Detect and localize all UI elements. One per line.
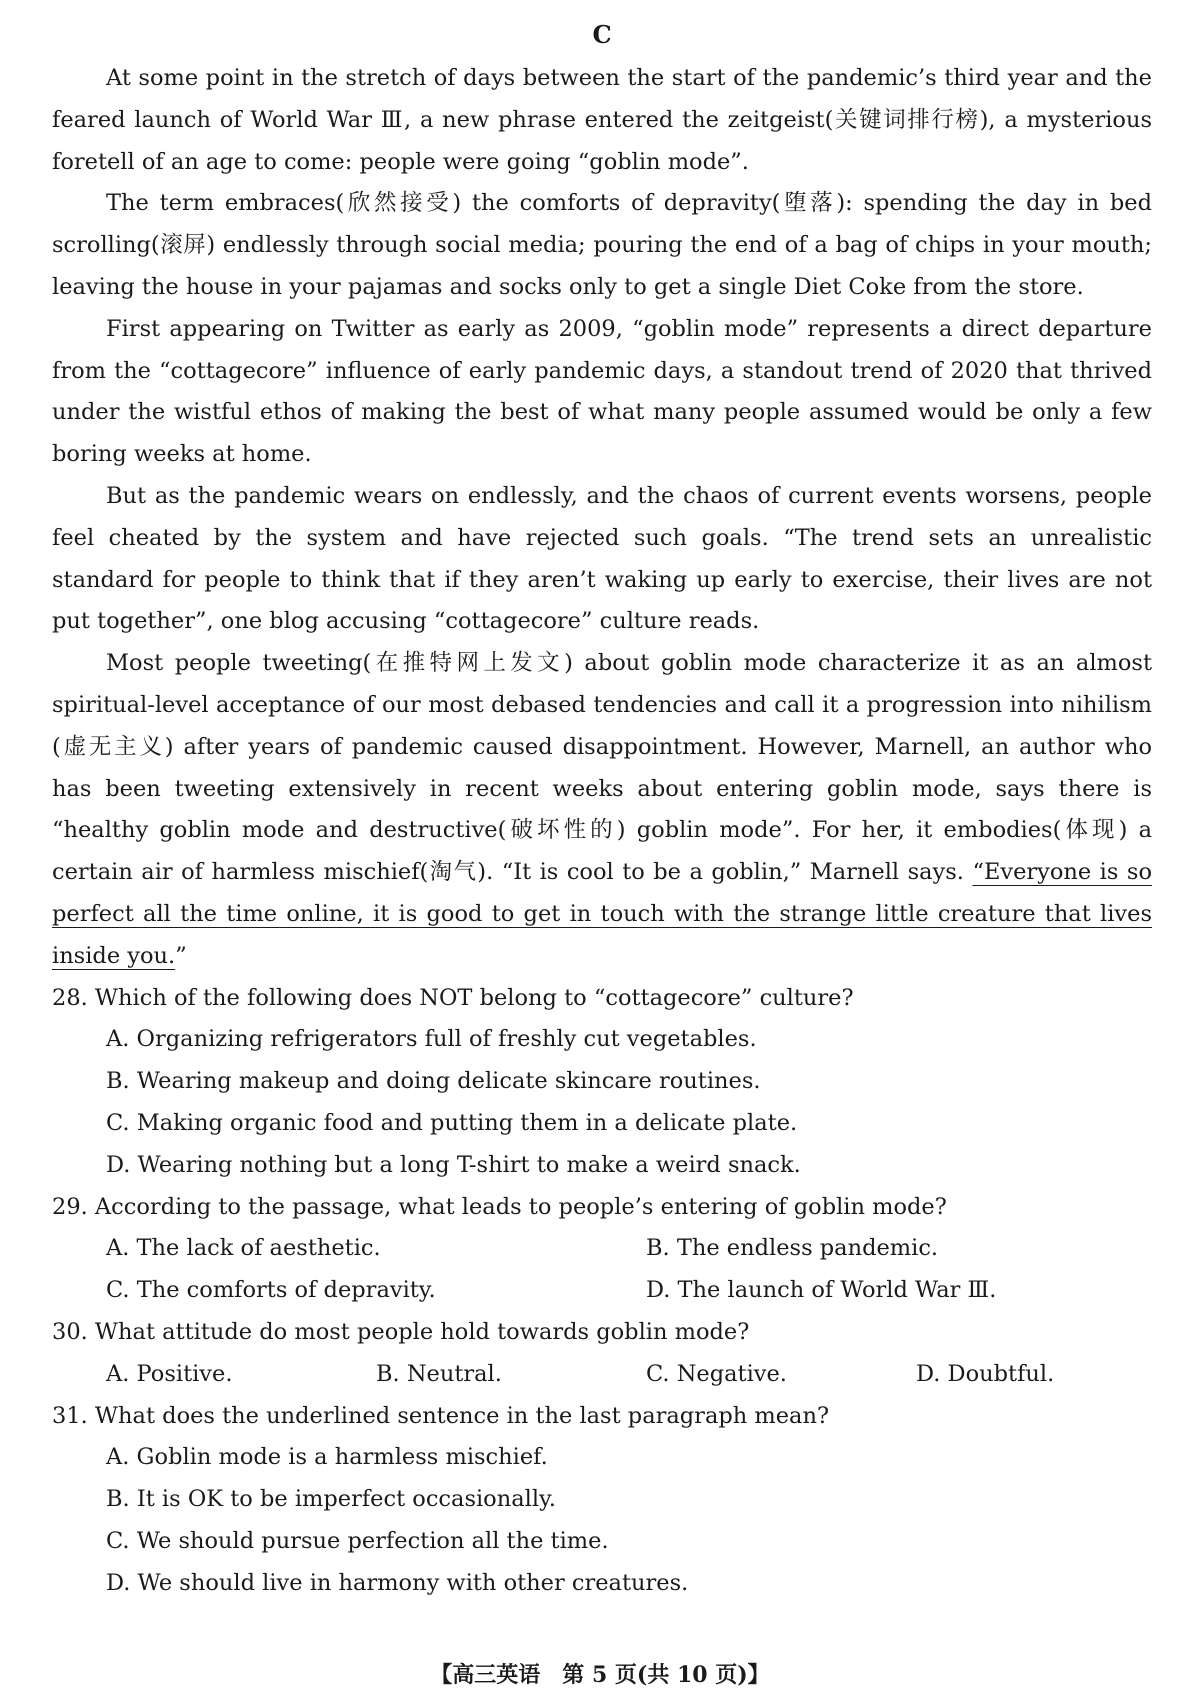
passage-paragraph-4: But as the pandemic wears on endlessly, and the chaos of current events worsens, people feel cheated by the system and have rejected such goals. “The trend sets an unrealistic standard for people to think that if they aren’t waking up early to exercise, their lives are not put together”, one blog accusing “cottagecore” culture reads. <box>52 482 1152 635</box>
option-b: B. It is OK to be imperfect occasionally. <box>106 1486 556 1513</box>
question-29 <box>52 1187 1152 1312</box>
reading-passage <box>52 58 1152 978</box>
option-d: D. Wearing nothing but a long T-shirt to make a weird snack. <box>106 1151 801 1178</box>
option-a: A. Goblin mode is a harmless mischief. <box>106 1444 548 1471</box>
passage-paragraph-1: At some point in the stretch of days between the start of the pandemic’s third year and the feared launch of World War Ⅲ, a new phrase entered the zeitgeist(关键词排行榜), a mysterious foretell of an age to come: people were going “goblin mode”. <box>52 65 1152 175</box>
passage-paragraph-3: First appearing on Twitter as early as 2009, “goblin mode” represents a direct departure from the “cottagecore” influence of early pandemic days, a standout trend of 2020 that thrived under the wistful ethos of making the best of what many people assumed would be only a few boring weeks at home. <box>52 315 1152 468</box>
question-list <box>52 978 1152 1605</box>
option-d: D. Doubtful. <box>916 1360 1055 1387</box>
question-30 <box>52 1312 1152 1396</box>
passage-paragraph-2: The term embraces(欣然接受) the comforts of depravity(堕落): spending the day in bed scrolling(滚屏) endlessly through social media; pouring the end of a bag of chips in your mouth; leaving the house in your pajamas and socks only to get a single Diet Coke from the store. <box>52 190 1152 300</box>
question-31 <box>52 1396 1152 1605</box>
option-a: A. The lack of aesthetic. <box>106 1235 381 1262</box>
option-c: C. Making organic food and putting them in a delicate plate. <box>106 1109 798 1136</box>
option-b: B. Neutral. <box>376 1360 502 1387</box>
passage-paragraph-5 <box>52 643 1152 977</box>
question-stem: 28. Which of the following does NOT belong to “cottagecore” culture? <box>52 984 854 1011</box>
section-label: C <box>592 20 612 49</box>
question-stem: 30. What attitude do most people hold towards goblin mode? <box>52 1318 750 1345</box>
question-stem: 31. What does the underlined sentence in the last paragraph mean? <box>52 1402 830 1429</box>
option-c: C. We should pursue perfection all the time. <box>106 1527 609 1554</box>
underlined-sentence: “Everyone is so perfect all the time online, it is good to get in touch with the strange little creature that lives inside you. <box>52 859 1152 969</box>
question-stem: 29. According to the passage, what leads to people’s entering of goblin mode? <box>52 1193 947 1220</box>
question-28 <box>52 978 1152 1187</box>
closing-quote: ” <box>175 942 187 969</box>
option-d: D. The launch of World War Ⅲ. <box>646 1277 997 1304</box>
option-d: D. We should live in harmony with other creatures. <box>106 1569 689 1596</box>
option-c: C. Negative. <box>646 1360 787 1387</box>
option-b: B. The endless pandemic. <box>646 1235 939 1262</box>
option-c: C. The comforts of depravity. <box>106 1277 436 1304</box>
option-b: B. Wearing makeup and doing delicate skincare routines. <box>106 1068 761 1095</box>
paragraph-5-text: Most people tweeting(在推特网上发文) about goblin mode characterize it as an almost spiritual-level acceptance of our most debased tendencies and call it a progression into nihilism (虚无主义) after years of pandemic caused disappointment. However, Marnell, an author who has been tweeting extensively in recent weeks about entering goblin mode, says there is “healthy goblin mode and destructive(破坏性的) goblin mode”. For her, it embodies(体现) a certain air of harmless mischief(淘气). “It is cool to be a goblin,” Marnell says. <box>52 650 1152 886</box>
option-a: A. Organizing refrigerators full of freshly cut vegetables. <box>106 1026 757 1053</box>
page-footer: 【高三英语 第 5 页(共 10 页)】 <box>430 1662 770 1688</box>
option-a: A. Positive. <box>106 1360 233 1387</box>
